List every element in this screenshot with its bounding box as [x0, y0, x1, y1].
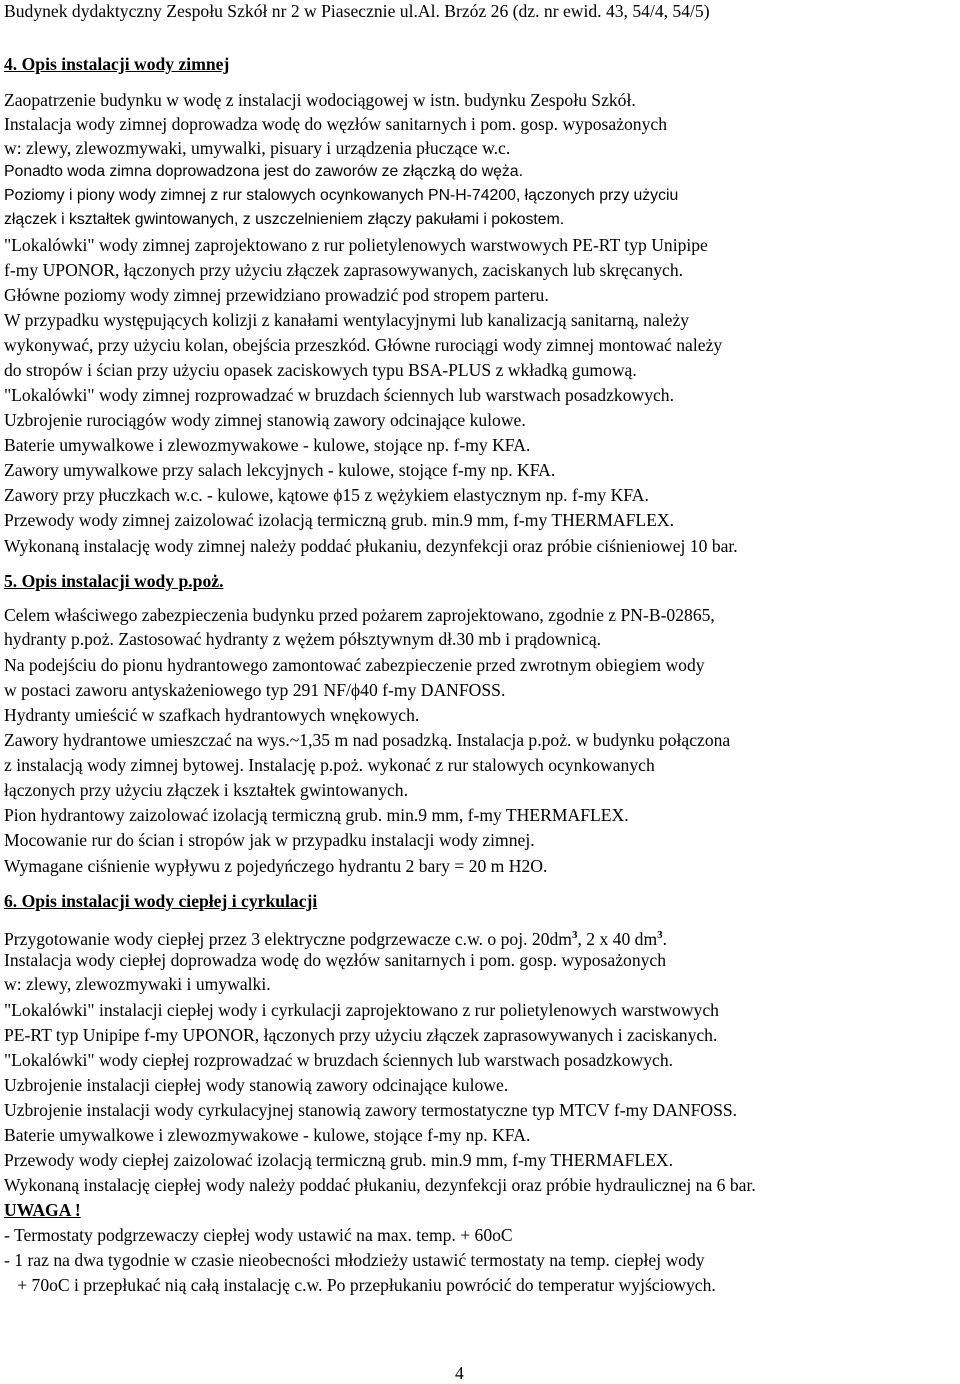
section-5-title: 5. Opis instalacji wody p.poż. [4, 571, 224, 591]
section-6-title: 6. Opis instalacji wody ciepłej i cyrkulacji [4, 891, 318, 911]
paragraph-line: Poziomy i piony wody zimnej z rur stalowych ocynkowanych PN-H-74200, łączonych przy użyciu [4, 187, 679, 204]
paragraph-line: Uzbrojenie instalacji wody cyrkulacyjnej stanowią zawory termostatyczne typ MTCV f-my DANFOSS. [4, 1100, 738, 1120]
paragraph-line: w: zlewy, zlewozmywaki i umywalki. [4, 974, 271, 994]
paragraph-line-with-superscript [4, 924, 667, 950]
paragraph-line: Baterie umywalkowe i zlewozmywakowe - kulowe, stojące np. f-my KFA. [4, 435, 531, 455]
paragraph-line: hydranty p.poż. Zastosować hydranty z wężem półsztywnym dł.30 mb i prądownicą. [4, 629, 602, 649]
paragraph-line: "Lokalówki" instalacji ciepłej wody i cyrkulacji zaprojektowano z rur polietylenowych warstwowych [4, 1000, 719, 1020]
note-line: + 70oC i przepłukać nią całą instalację c.w. Po przepłukaniu powrócić do temperatur wyjściowych. [4, 1275, 716, 1295]
paragraph-line: Hydranty umieścić w szafkach hydrantowych wnękowych. [4, 705, 420, 725]
paragraph-line: Zawory hydrantowe umieszczać na wys.~1,35 m nad posadzką. Instalacja p.poż. w budynku połączona [4, 730, 731, 750]
paragraph-line: Główne poziomy wody zimnej przewidziano prowadzić pod stropem parteru. [4, 285, 549, 305]
paragraph-line: "Lokalówki" wody ciepłej rozprowadzać w bruzdach ściennych lub warstwach posadzkowych. [4, 1050, 674, 1070]
paragraph-line: f-my UPONOR, łączonych przy użyciu złączek zaprasowywanych, zaciskanych lub skręcanych. [4, 260, 684, 280]
note-line: - Termostaty podgrzewaczy ciepłej wody ustawić na max. temp. + 60oC [4, 1225, 513, 1245]
paragraph-line: Celem właściwego zabezpieczenia budynku przed pożarem zaprojektowano, zgodnie z PN-B-02865, [4, 605, 715, 625]
paragraph-line: Na podejściu do pionu hydrantowego zamontować zabezpieczenie przed zwrotnym obiegiem wody [4, 655, 705, 675]
section-4-title: 4. Opis instalacji wody zimnej [4, 54, 230, 74]
paragraph-line: Instalacja wody zimnej doprowadza wodę do węzłów sanitarnych i pom. gosp. wyposażonych [4, 114, 668, 134]
warning-label: UWAGA ! [4, 1200, 81, 1220]
paragraph-line: "Lokalówki" wody zimnej zaprojektowano z rur polietylenowych warstwowych PE-RT typ Unipipe [4, 235, 708, 255]
paragraph-line: "Lokalówki" wody zimnej rozprowadzać w bruzdach ściennych lub warstwach posadzkowych. [4, 385, 674, 405]
paragraph-line: Przewody wody zimnej zaizolować izolacją termiczną grub. min.9 mm, f-my THERMAFLEX. [4, 510, 675, 530]
paragraph-line: Instalacja wody ciepłej doprowadza wodę do węzłów sanitarnych i pom. gosp. wyposażonych [4, 950, 667, 970]
paragraph-line: w postaci zaworu antyskażeniowego typ 291 NF/ϕ40 f-my DANFOSS. [4, 680, 506, 700]
text-segment: Przygotowanie wody ciepłej przez 3 elektryczne podgrzewacze c.w. o poj. 20dm [4, 928, 572, 949]
paragraph-line: Zawory przy płuczkach w.c. - kulowe, kątowe ϕ15 z wężykiem elastycznym np. f-my KFA. [4, 485, 649, 505]
paragraph-line: PE-RT typ Unipipe f-my UPONOR, łączonych przy użyciu złączek zaprasowywanych i zaciskanych. [4, 1025, 718, 1045]
paragraph-line: Zaopatrzenie budynku w wodę z instalacji wodociągowej w istn. budynku Zespołu Szkół. [4, 90, 636, 110]
paragraph-line: Wykonaną instalację ciepłej wody należy poddać płukaniu, dezynfekcji oraz próbie hydraulicznej na 6 bar. [4, 1175, 756, 1195]
paragraph-line: Ponadto woda zimna doprowadzona jest do zaworów ze złączką do węża. [4, 163, 523, 180]
paragraph-line: Wymagane ciśnienie wypływu z pojedyńczego hydrantu 2 bary = 20 m H2O. [4, 856, 548, 876]
paragraph-line: wykonywać, przy użyciu kolan, obejścia przeszkód. Główne rurociągi wody zimnej montować należy [4, 335, 723, 355]
document-header: Budynek dydaktyczny Zespołu Szkół nr 2 w Piasecznie ul.Al. Brzóz 26 (dz. nr ewid. 43, 54/4, 54/5) [4, 1, 710, 21]
paragraph-line: łączonych przy użyciu złączek i kształtek gwintowanych. [4, 780, 408, 800]
paragraph-line: Mocowanie rur do ścian i stropów jak w przypadku instalacji wody zimnej. [4, 830, 535, 850]
paragraph-line: Uzbrojenie instalacji ciepłej wody stanowią zawory odcinające kulowe. [4, 1075, 509, 1095]
paragraph-line: Wykonaną instalację wody zimnej należy poddać płukaniu, dezynfekcji oraz próbie ciśnieniowej 10 bar. [4, 536, 738, 556]
paragraph-line: z instalacją wody zimnej bytowej. Instalację p.poż. wykonać z rur stalowych ocynkowanych [4, 755, 655, 775]
superscript: 3 [571, 929, 578, 941]
paragraph-line: Pion hydrantowy zaizolować izolacją termiczną grub. min.9 mm, f-my THERMAFLEX. [4, 805, 629, 825]
page-number: 4 [455, 1363, 464, 1383]
paragraph-line: Baterie umywalkowe i zlewozmywakowe - kulowe, stojące f-my np. KFA. [4, 1125, 531, 1145]
text-segment: , 2 x 40 dm [577, 928, 658, 949]
paragraph-line: złączek i kształtek gwintowanych, z uszczelnieniem złączy pakułami i pokostem. [4, 211, 565, 228]
paragraph-line: Zawory umywalkowe przy salach lekcyjnych - kulowe, stojące f-my np. KFA. [4, 460, 556, 480]
paragraph-line: Przewody wody ciepłej zaizolować izolacją termiczną grub. min.9 mm, f-my THERMAFLEX. [4, 1150, 674, 1170]
paragraph-line: do stropów i ścian przy użyciu opasek zaciskowych typu BSA-PLUS z wkładką gumową. [4, 360, 637, 380]
paragraph-line: Uzbrojenie rurociągów wody zimnej stanowią zawory odcinające kulowe. [4, 410, 526, 430]
superscript: 3 [657, 929, 663, 941]
text-segment: . [662, 928, 668, 949]
paragraph-line: W przypadku występujących kolizji z kanałami wentylacyjnymi lub kanalizacją sanitarną, należy [4, 310, 690, 330]
note-line: - 1 raz na dwa tygodnie w czasie nieobecności młodzieży ustawić termostaty na temp. ciepłej wody [4, 1250, 705, 1270]
paragraph-line: w: zlewy, zlewozmywaki, umywalki, pisuary i urządzenia płuczące w.c. [4, 138, 511, 158]
